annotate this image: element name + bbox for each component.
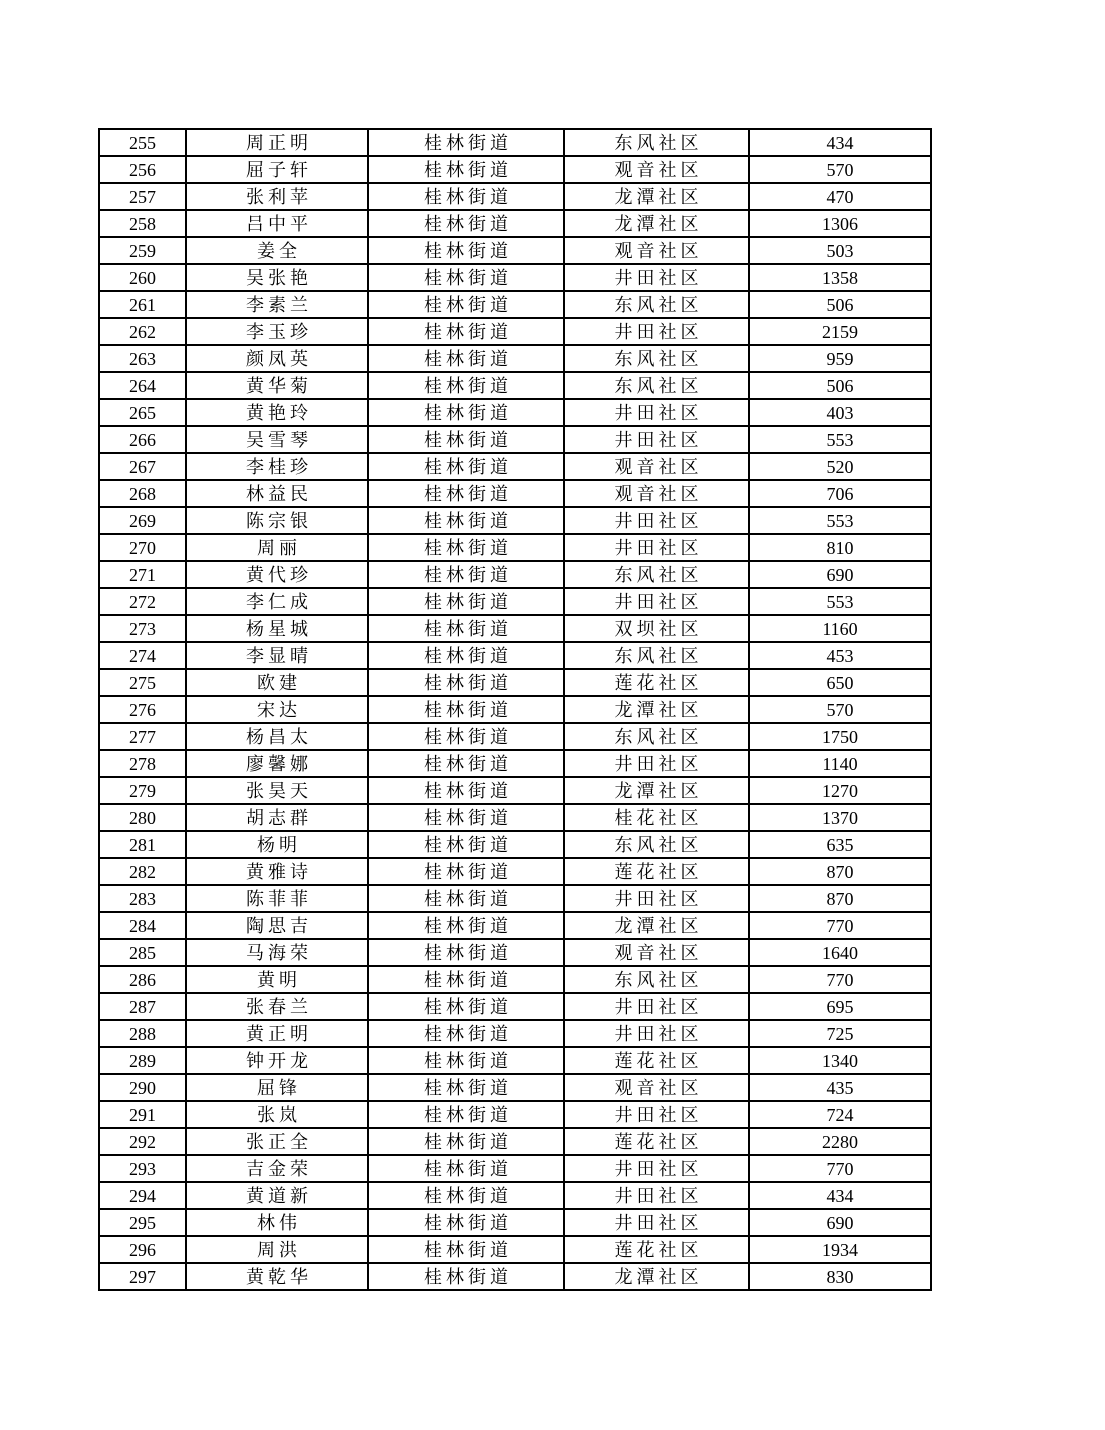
cell-name: 陈宗银 — [186, 507, 368, 534]
cell-street: 桂林街道 — [368, 237, 564, 264]
cell-community: 东风社区 — [564, 372, 749, 399]
cell-amount: 770 — [749, 1155, 931, 1182]
cell-name: 林伟 — [186, 1209, 368, 1236]
cell-name: 黄正明 — [186, 1020, 368, 1047]
cell-street: 桂林街道 — [368, 1182, 564, 1209]
table-row — [99, 480, 931, 507]
cell-name: 吴张艳 — [186, 264, 368, 291]
cell-no: 288 — [99, 1020, 186, 1047]
table-row — [99, 993, 931, 1020]
cell-no: 278 — [99, 750, 186, 777]
cell-no: 273 — [99, 615, 186, 642]
cell-name: 周正明 — [186, 129, 368, 156]
table-row — [99, 642, 931, 669]
table-row — [99, 183, 931, 210]
cell-community: 井田社区 — [564, 885, 749, 912]
cell-no: 295 — [99, 1209, 186, 1236]
cell-name: 周洪 — [186, 1236, 368, 1263]
cell-amount: 706 — [749, 480, 931, 507]
roster-table — [98, 128, 932, 1291]
cell-amount: 870 — [749, 858, 931, 885]
cell-amount: 1270 — [749, 777, 931, 804]
cell-community: 观音社区 — [564, 237, 749, 264]
table-row — [99, 399, 931, 426]
table-row — [99, 453, 931, 480]
cell-street: 桂林街道 — [368, 750, 564, 777]
cell-amount: 810 — [749, 534, 931, 561]
table-row — [99, 1236, 931, 1263]
cell-name: 黄代珍 — [186, 561, 368, 588]
cell-street: 桂林街道 — [368, 1074, 564, 1101]
cell-amount: 434 — [749, 129, 931, 156]
cell-amount: 1340 — [749, 1047, 931, 1074]
cell-name: 颜凤英 — [186, 345, 368, 372]
cell-name: 张正全 — [186, 1128, 368, 1155]
cell-no: 276 — [99, 696, 186, 723]
table-row — [99, 777, 931, 804]
cell-amount: 635 — [749, 831, 931, 858]
cell-street: 桂林街道 — [368, 399, 564, 426]
cell-no: 261 — [99, 291, 186, 318]
cell-amount: 690 — [749, 561, 931, 588]
cell-street: 桂林街道 — [368, 183, 564, 210]
table-row — [99, 210, 931, 237]
cell-name: 钟开龙 — [186, 1047, 368, 1074]
cell-street: 桂林街道 — [368, 1020, 564, 1047]
cell-street: 桂林街道 — [368, 1047, 564, 1074]
cell-no: 263 — [99, 345, 186, 372]
table-row — [99, 1047, 931, 1074]
table-row — [99, 912, 931, 939]
cell-community: 莲花社区 — [564, 1128, 749, 1155]
table-row — [99, 1263, 931, 1290]
table-row — [99, 345, 931, 372]
cell-no: 296 — [99, 1236, 186, 1263]
cell-amount: 435 — [749, 1074, 931, 1101]
cell-name: 李显晴 — [186, 642, 368, 669]
cell-street: 桂林街道 — [368, 318, 564, 345]
cell-amount: 1160 — [749, 615, 931, 642]
cell-community: 龙潭社区 — [564, 210, 749, 237]
cell-no: 268 — [99, 480, 186, 507]
table-row — [99, 966, 931, 993]
cell-amount: 2159 — [749, 318, 931, 345]
cell-no: 255 — [99, 129, 186, 156]
cell-name: 黄明 — [186, 966, 368, 993]
cell-street: 桂林街道 — [368, 642, 564, 669]
table-row — [99, 1101, 931, 1128]
cell-community: 井田社区 — [564, 264, 749, 291]
cell-community: 井田社区 — [564, 1182, 749, 1209]
cell-name: 张春兰 — [186, 993, 368, 1020]
cell-no: 285 — [99, 939, 186, 966]
cell-street: 桂林街道 — [368, 1128, 564, 1155]
cell-community: 桂花社区 — [564, 804, 749, 831]
cell-street: 桂林街道 — [368, 588, 564, 615]
cell-no: 274 — [99, 642, 186, 669]
cell-no: 291 — [99, 1101, 186, 1128]
cell-amount: 553 — [749, 507, 931, 534]
cell-no: 271 — [99, 561, 186, 588]
cell-no: 282 — [99, 858, 186, 885]
cell-community: 井田社区 — [564, 399, 749, 426]
table-row — [99, 588, 931, 615]
cell-street: 桂林街道 — [368, 966, 564, 993]
cell-no: 297 — [99, 1263, 186, 1290]
cell-amount: 724 — [749, 1101, 931, 1128]
cell-amount: 959 — [749, 345, 931, 372]
table-row — [99, 1020, 931, 1047]
cell-street: 桂林街道 — [368, 723, 564, 750]
cell-community: 井田社区 — [564, 318, 749, 345]
cell-name: 吴雪琴 — [186, 426, 368, 453]
cell-no: 270 — [99, 534, 186, 561]
cell-community: 井田社区 — [564, 1155, 749, 1182]
cell-community: 东风社区 — [564, 291, 749, 318]
cell-name: 马海荣 — [186, 939, 368, 966]
cell-community: 东风社区 — [564, 129, 749, 156]
cell-community: 莲花社区 — [564, 669, 749, 696]
cell-community: 莲花社区 — [564, 858, 749, 885]
cell-name: 杨昌太 — [186, 723, 368, 750]
cell-community: 龙潭社区 — [564, 777, 749, 804]
cell-name: 吕中平 — [186, 210, 368, 237]
cell-amount: 695 — [749, 993, 931, 1020]
cell-name: 吉金荣 — [186, 1155, 368, 1182]
cell-amount: 770 — [749, 966, 931, 993]
cell-name: 黄乾华 — [186, 1263, 368, 1290]
table-row — [99, 939, 931, 966]
cell-amount: 870 — [749, 885, 931, 912]
table-row — [99, 1182, 931, 1209]
cell-name: 杨星城 — [186, 615, 368, 642]
table-row — [99, 1128, 931, 1155]
cell-community: 东风社区 — [564, 642, 749, 669]
cell-community: 观音社区 — [564, 156, 749, 183]
cell-community: 双坝社区 — [564, 615, 749, 642]
cell-amount: 1750 — [749, 723, 931, 750]
cell-name: 胡志群 — [186, 804, 368, 831]
cell-community: 莲花社区 — [564, 1236, 749, 1263]
cell-street: 桂林街道 — [368, 453, 564, 480]
cell-amount: 506 — [749, 372, 931, 399]
cell-community: 观音社区 — [564, 480, 749, 507]
cell-name: 张利苹 — [186, 183, 368, 210]
table-row — [99, 291, 931, 318]
cell-street: 桂林街道 — [368, 1209, 564, 1236]
table-row — [99, 237, 931, 264]
cell-no: 260 — [99, 264, 186, 291]
table-row — [99, 831, 931, 858]
cell-amount: 434 — [749, 1182, 931, 1209]
cell-no: 284 — [99, 912, 186, 939]
cell-no: 259 — [99, 237, 186, 264]
cell-no: 290 — [99, 1074, 186, 1101]
cell-name: 屈锋 — [186, 1074, 368, 1101]
cell-community: 井田社区 — [564, 1209, 749, 1236]
cell-no: 279 — [99, 777, 186, 804]
cell-street: 桂林街道 — [368, 858, 564, 885]
cell-name: 杨明 — [186, 831, 368, 858]
cell-street: 桂林街道 — [368, 939, 564, 966]
table-row — [99, 723, 931, 750]
cell-no: 281 — [99, 831, 186, 858]
cell-name: 黄艳玲 — [186, 399, 368, 426]
cell-amount: 650 — [749, 669, 931, 696]
cell-name: 周丽 — [186, 534, 368, 561]
cell-no: 265 — [99, 399, 186, 426]
cell-amount: 690 — [749, 1209, 931, 1236]
cell-name: 张昊天 — [186, 777, 368, 804]
cell-amount: 553 — [749, 426, 931, 453]
roster-table-body — [99, 129, 931, 1290]
cell-street: 桂林街道 — [368, 885, 564, 912]
table-row — [99, 1209, 931, 1236]
cell-street: 桂林街道 — [368, 912, 564, 939]
cell-street: 桂林街道 — [368, 534, 564, 561]
cell-community: 井田社区 — [564, 534, 749, 561]
cell-no: 269 — [99, 507, 186, 534]
cell-no: 258 — [99, 210, 186, 237]
cell-amount: 1140 — [749, 750, 931, 777]
cell-amount: 1640 — [749, 939, 931, 966]
cell-amount: 570 — [749, 696, 931, 723]
cell-no: 292 — [99, 1128, 186, 1155]
table-row — [99, 885, 931, 912]
cell-no: 262 — [99, 318, 186, 345]
cell-street: 桂林街道 — [368, 480, 564, 507]
cell-no: 286 — [99, 966, 186, 993]
cell-no: 293 — [99, 1155, 186, 1182]
cell-no: 275 — [99, 669, 186, 696]
cell-community: 龙潭社区 — [564, 912, 749, 939]
cell-community: 井田社区 — [564, 1020, 749, 1047]
cell-no: 294 — [99, 1182, 186, 1209]
cell-community: 东风社区 — [564, 345, 749, 372]
cell-no: 257 — [99, 183, 186, 210]
cell-community: 观音社区 — [564, 1074, 749, 1101]
cell-community: 东风社区 — [564, 831, 749, 858]
cell-amount: 1934 — [749, 1236, 931, 1263]
cell-no: 283 — [99, 885, 186, 912]
cell-name: 黄道新 — [186, 1182, 368, 1209]
cell-street: 桂林街道 — [368, 696, 564, 723]
table-row — [99, 858, 931, 885]
table-row — [99, 507, 931, 534]
cell-name: 陈菲菲 — [186, 885, 368, 912]
cell-amount: 1370 — [749, 804, 931, 831]
cell-no: 277 — [99, 723, 186, 750]
cell-amount: 2280 — [749, 1128, 931, 1155]
cell-street: 桂林街道 — [368, 291, 564, 318]
table-row — [99, 318, 931, 345]
cell-street: 桂林街道 — [368, 777, 564, 804]
table-row — [99, 1155, 931, 1182]
cell-no: 266 — [99, 426, 186, 453]
cell-amount: 830 — [749, 1263, 931, 1290]
cell-amount: 520 — [749, 453, 931, 480]
cell-community: 观音社区 — [564, 939, 749, 966]
cell-name: 屈子轩 — [186, 156, 368, 183]
cell-street: 桂林街道 — [368, 156, 564, 183]
cell-amount: 1306 — [749, 210, 931, 237]
cell-name: 姜全 — [186, 237, 368, 264]
cell-community: 龙潭社区 — [564, 183, 749, 210]
cell-street: 桂林街道 — [368, 1236, 564, 1263]
cell-name: 李仁成 — [186, 588, 368, 615]
table-row — [99, 750, 931, 777]
cell-community: 井田社区 — [564, 993, 749, 1020]
cell-street: 桂林街道 — [368, 561, 564, 588]
cell-name: 陶思吉 — [186, 912, 368, 939]
cell-no: 272 — [99, 588, 186, 615]
cell-no: 287 — [99, 993, 186, 1020]
cell-community: 观音社区 — [564, 453, 749, 480]
cell-community: 龙潭社区 — [564, 696, 749, 723]
cell-street: 桂林街道 — [368, 615, 564, 642]
table-row — [99, 1074, 931, 1101]
cell-name: 廖馨娜 — [186, 750, 368, 777]
cell-community: 龙潭社区 — [564, 1263, 749, 1290]
cell-amount: 470 — [749, 183, 931, 210]
cell-amount: 770 — [749, 912, 931, 939]
cell-amount: 506 — [749, 291, 931, 318]
cell-street: 桂林街道 — [368, 345, 564, 372]
table-row — [99, 615, 931, 642]
cell-street: 桂林街道 — [368, 993, 564, 1020]
cell-amount: 1358 — [749, 264, 931, 291]
cell-name: 黄华菊 — [186, 372, 368, 399]
cell-street: 桂林街道 — [368, 669, 564, 696]
cell-community: 莲花社区 — [564, 1047, 749, 1074]
cell-street: 桂林街道 — [368, 372, 564, 399]
cell-amount: 570 — [749, 156, 931, 183]
cell-name: 林益民 — [186, 480, 368, 507]
cell-name: 黄雅诗 — [186, 858, 368, 885]
cell-amount: 725 — [749, 1020, 931, 1047]
cell-name: 欧建 — [186, 669, 368, 696]
cell-name: 李素兰 — [186, 291, 368, 318]
table-row — [99, 129, 931, 156]
cell-name: 李桂珍 — [186, 453, 368, 480]
cell-amount: 453 — [749, 642, 931, 669]
cell-street: 桂林街道 — [368, 210, 564, 237]
table-row — [99, 156, 931, 183]
cell-street: 桂林街道 — [368, 804, 564, 831]
cell-community: 东风社区 — [564, 723, 749, 750]
cell-no: 280 — [99, 804, 186, 831]
cell-street: 桂林街道 — [368, 507, 564, 534]
cell-street: 桂林街道 — [368, 1101, 564, 1128]
cell-street: 桂林街道 — [368, 426, 564, 453]
cell-no: 289 — [99, 1047, 186, 1074]
table-row — [99, 264, 931, 291]
cell-street: 桂林街道 — [368, 264, 564, 291]
cell-community: 东风社区 — [564, 561, 749, 588]
cell-amount: 503 — [749, 237, 931, 264]
cell-community: 井田社区 — [564, 588, 749, 615]
cell-street: 桂林街道 — [368, 831, 564, 858]
cell-street: 桂林街道 — [368, 129, 564, 156]
cell-amount: 403 — [749, 399, 931, 426]
cell-no: 264 — [99, 372, 186, 399]
cell-name: 李玉珍 — [186, 318, 368, 345]
cell-community: 井田社区 — [564, 426, 749, 453]
table-row — [99, 561, 931, 588]
table-row — [99, 696, 931, 723]
cell-street: 桂林街道 — [368, 1155, 564, 1182]
cell-name: 宋达 — [186, 696, 368, 723]
cell-no: 256 — [99, 156, 186, 183]
cell-no: 267 — [99, 453, 186, 480]
table-row — [99, 669, 931, 696]
table-row — [99, 534, 931, 561]
table-row — [99, 426, 931, 453]
cell-community: 井田社区 — [564, 1101, 749, 1128]
cell-community: 井田社区 — [564, 507, 749, 534]
cell-street: 桂林街道 — [368, 1263, 564, 1290]
cell-community: 井田社区 — [564, 750, 749, 777]
cell-amount: 553 — [749, 588, 931, 615]
table-row — [99, 372, 931, 399]
cell-community: 东风社区 — [564, 966, 749, 993]
cell-name: 张岚 — [186, 1101, 368, 1128]
table-row — [99, 804, 931, 831]
